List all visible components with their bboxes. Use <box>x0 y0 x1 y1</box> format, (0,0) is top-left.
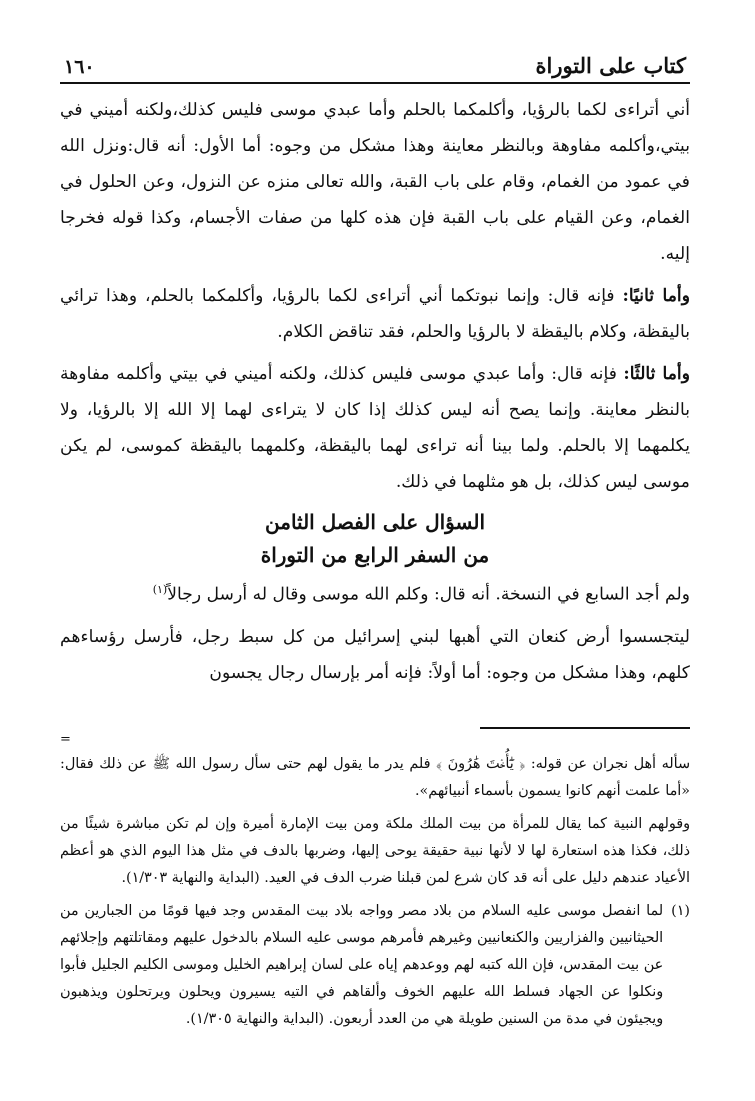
paragraph-text: ولم أجد السابع في النسخة. أنه قال: وكلم الله موسى وقال له أرسل رجالاً <box>167 584 690 605</box>
paragraph <box>60 356 690 500</box>
footnote-item <box>60 898 690 1033</box>
document-page <box>60 42 690 1033</box>
paragraph-text: فإنه قال: وأما عبدي موسى فليس كذلك، ولكنه أميني في بيتي وأكلمه مفاوهة بالنظر معاينة. وإنما يصح أنه ليس كذلك إذا كان لا يتراءى لهما إلا الله إلا بالرؤيا، ولا يكلمهما إلا بالحلم. ولما بينا أنه تراءى لهما باليقظة، وكلمهما باليقظة كموسى، لم يكن موسى ليس كذلك، بل هو مثلهما في ذلك. <box>60 364 690 492</box>
footnote-text: سأله أهل نجران عن قوله: ﴿ يَٰٓأُخۡتَ هَٰرُونَ ﴾ فلم يدر ما يقول لهم حتى سأل رسول الله ﷺ عن ذلك فقال: «أما علمت أنهم كانوا يسمون بأسماء أنبيائهم». <box>60 755 690 799</box>
paragraph <box>60 572 690 613</box>
footnote-continuation-mark: = <box>60 731 71 747</box>
footnotes <box>60 751 690 1033</box>
paragraph-text: ليتجسسوا أرض كنعان التي أهبها لبني إسرائيل من كل سبط رجل، فأرسل رؤساءهم كلهم، وهذا مشكل من وجوه: أما أولاً: فإنه أمر بإرسال رجال يجسون <box>60 626 690 683</box>
section-title <box>60 506 690 572</box>
footnote-divider <box>480 727 690 729</box>
page-number: ١٦٠ <box>64 56 95 78</box>
paragraph <box>60 619 690 691</box>
page-header <box>60 42 690 84</box>
paragraph <box>60 278 690 350</box>
footnote-text: لما انفصل موسى عليه السلام من بلاد مصر وواجه بلاد بيت المقدس وجد فيها قومًا من الجبارين من الحيثانيين والفزاريين والكنعانيين وغيرهم فأمرهم موسى عليه السلام بالدخول عليهم ومقاتلتهم وإجلائهم عن بيت المقدس، فإن الله كتبه لهم ووعدهم إياه على لسان إبراهيم الخليل وموسى الكليم الجليل فأبوا ونكلوا عن الجهاد فسلط الله عليهم الخوف وألقاهم في التيه يسيرون ويحلون ويرتحلون ويذهبون ويجيئون في مدة من السنين طويلة هي من العدد أربعون. (البداية والنهاية ١/٣٠٥). <box>60 902 664 1027</box>
section-title-line: السؤال على الفصل الثامن <box>265 510 485 534</box>
footnote-text: وقولهم النبية كما يقال للمرأة من بيت الملك ملكة ومن بيت الإمارة أميرة وإن لم تكن مباشرة شيئًا من ذلك، فكذا هذه استعارة لها لا لأنها نبية حقيقة يوحى إليها، وضربها بالدف في مثل هذا اليوم الذي هو أعظم الأعياد عندهم دليل على أنه قد كان شرع لمن قبلنا ضرب الدف في العيد. (البداية والنهاية ١/٣٠٣). <box>60 815 690 886</box>
paragraph-lead: وأما ثالثًا: <box>623 364 690 384</box>
paragraph <box>60 92 690 272</box>
paragraph-text: فإنه قال: وإنما نبوتكما أني أتراءى لكما بالرؤيا، وأكلمكما بالحلم، وهذا ترائي باليقظة، وكلام باليقظة لا بالرؤيا والحلم، فقد تناقض الكلام. <box>60 286 690 342</box>
section-title-line: من السفر الرابع من التوراة <box>260 543 490 567</box>
footnote-number: (١) <box>671 902 690 919</box>
main-text <box>60 92 690 691</box>
paragraph-text: أني أتراءى لكما بالرؤيا، وأكلمكما بالحلم وأما عبدي موسى فليس كذلك،ولكنه أميني في بيتي،وأكلمه مفاوهة وبالنظر معاينة وهذا مشكل من وجوه: أما الأول: أنه قال:ونزل الله في عمود من الغمام، وقام على باب القبة، والله تعالى منزه عن النزول، وعن الحلول في الغمام، وعن القيام على باب القبة فإن هذه كلها من صفات الأجسام، وكذا قوله فخرجا إليه. <box>60 100 690 264</box>
footnote-reference[interactable]: (١) <box>152 583 168 596</box>
book-title: كتاب على التوراة <box>535 53 686 78</box>
paragraph-lead: وأما ثانيًا: <box>622 286 690 306</box>
